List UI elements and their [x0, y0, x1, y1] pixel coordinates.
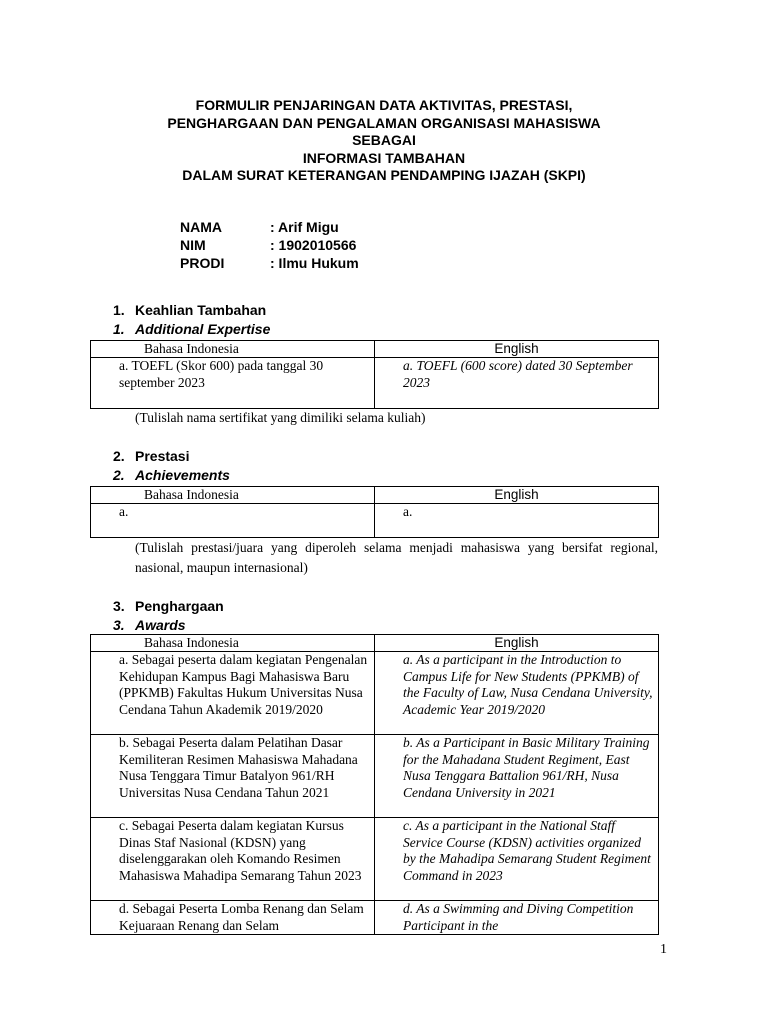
section-number: 2. — [113, 467, 125, 483]
table-row — [91, 901, 659, 935]
title-line: FORMULIR PENJARINGAN DATA AKTIVITAS, PRESTASI, — [195, 97, 573, 113]
nim-label: NIM — [180, 237, 206, 253]
section-title: Prestasi — [135, 448, 190, 464]
nama-value: : Arif Migu — [270, 219, 339, 235]
cell-english: a. As a participant in the Introduction to Campus Life for New Students (PPKMB) of the Faculty of Law, Nusa Cendana University, Academic Year 2019/2020 — [375, 652, 659, 735]
achievements-table — [90, 486, 659, 538]
section-title: Awards — [135, 617, 186, 633]
nim-row — [180, 236, 359, 254]
page-number: 1 — [660, 942, 667, 957]
cell-indonesia: a. — [91, 504, 375, 538]
cell-english: d. As a Swimming and Diving Competition Participant in the — [375, 901, 659, 935]
cell-indonesia: d. Sebagai Peserta Lomba Renang dan Selam Kejuaraan Renang dan Selam — [91, 901, 375, 935]
section-2-heading-id — [113, 447, 189, 465]
section-1-heading-en — [113, 320, 270, 338]
cell-english: a. — [375, 504, 659, 538]
section-number: 3. — [113, 617, 125, 633]
section-number: 3. — [113, 598, 125, 614]
table-row — [91, 735, 659, 818]
cell-english: a. TOEFL (600 score) dated 30 September 2023 — [375, 358, 659, 409]
cell-english: c. As a participant in the National Staff Service Course (KDSN) activities organized by the Mahadipa Semarang Student Regiment Command in 2023 — [375, 818, 659, 901]
cell-indonesia: b. Sebagai Peserta dalam Pelatihan Dasar Kemiliteran Resimen Mahasiswa Mahadana Nusa Tenggara Timur Batalyon 961/RH Universitas Nusa Cendana Tahun 2021 — [91, 735, 375, 818]
header-english: English — [375, 341, 659, 358]
student-info — [180, 218, 359, 272]
header-indonesia: Bahasa Indonesia — [91, 341, 375, 358]
section-number: 1. — [113, 302, 125, 318]
section-2-note: (Tulislah prestasi/juara yang diperoleh selama menjadi mahasiswa yang bersifat regional, nasional, maupun internasional) — [135, 540, 658, 575]
header-indonesia: Bahasa Indonesia — [91, 487, 375, 504]
section-1-heading-id — [113, 301, 266, 319]
cell-indonesia: c. Sebagai Peserta dalam kegiatan Kursus Dinas Staf Nasional (KDSN) yang diselenggarakan oleh Komando Resimen Mahasiswa Mahadipa Semarang Tahun 2023 — [91, 818, 375, 901]
table-row — [91, 358, 659, 409]
section-number: 2. — [113, 448, 125, 464]
section-number: 1. — [113, 321, 125, 337]
section-2-heading-en — [113, 466, 230, 484]
table-row — [91, 504, 659, 538]
section-1-note: (Tulislah nama sertifikat yang dimiliki selama kuliah) — [135, 410, 426, 425]
section-title: Keahlian Tambahan — [135, 302, 267, 318]
document-title — [0, 97, 768, 185]
nama-label: NAMA — [180, 219, 222, 235]
prodi-label: PRODI — [180, 255, 225, 271]
expertise-table — [90, 340, 659, 409]
cell-indonesia: a. TOEFL (Skor 600) pada tanggal 30 september 2023 — [91, 358, 375, 409]
cell-indonesia: a. Sebagai peserta dalam kegiatan Pengenalan Kehidupan Kampus Bagi Mahasiswa Baru (PPKMB) Fakultas Hukum Universitas Nusa Cendana Tahun Akademik 2019/2020 — [91, 652, 375, 735]
prodi-row — [180, 254, 359, 272]
table-row — [91, 652, 659, 735]
nama-row — [180, 218, 359, 236]
cell-english: b. As a Participant in Basic Military Training for the Mahadana Student Regiment, East Nusa Tenggara Battalion 961/RH, Nusa Cendana University in 2021 — [375, 735, 659, 818]
section-title: Achievements — [135, 467, 230, 483]
header-indonesia: Bahasa Indonesia — [91, 635, 375, 652]
title-line: SEBAGAI — [352, 132, 416, 148]
header-english: English — [375, 487, 659, 504]
table-row — [91, 818, 659, 901]
title-line: PENGHARGAAN DAN PENGALAMAN ORGANISASI MAHASISWA — [167, 114, 601, 131]
header-english: English — [375, 635, 659, 652]
nim-value: : 1902010566 — [270, 237, 357, 253]
awards-table — [90, 634, 659, 935]
section-3-heading-id — [113, 597, 224, 615]
prodi-value: : Ilmu Hukum — [270, 255, 359, 271]
section-3-heading-en — [113, 616, 186, 634]
section-title: Penghargaan — [135, 598, 224, 614]
title-line: INFORMASI TAMBAHAN — [302, 149, 466, 166]
section-title: Additional Expertise — [135, 321, 271, 337]
title-line: DALAM SURAT KETERANGAN PENDAMPING IJAZAH (SKPI) — [182, 167, 586, 183]
